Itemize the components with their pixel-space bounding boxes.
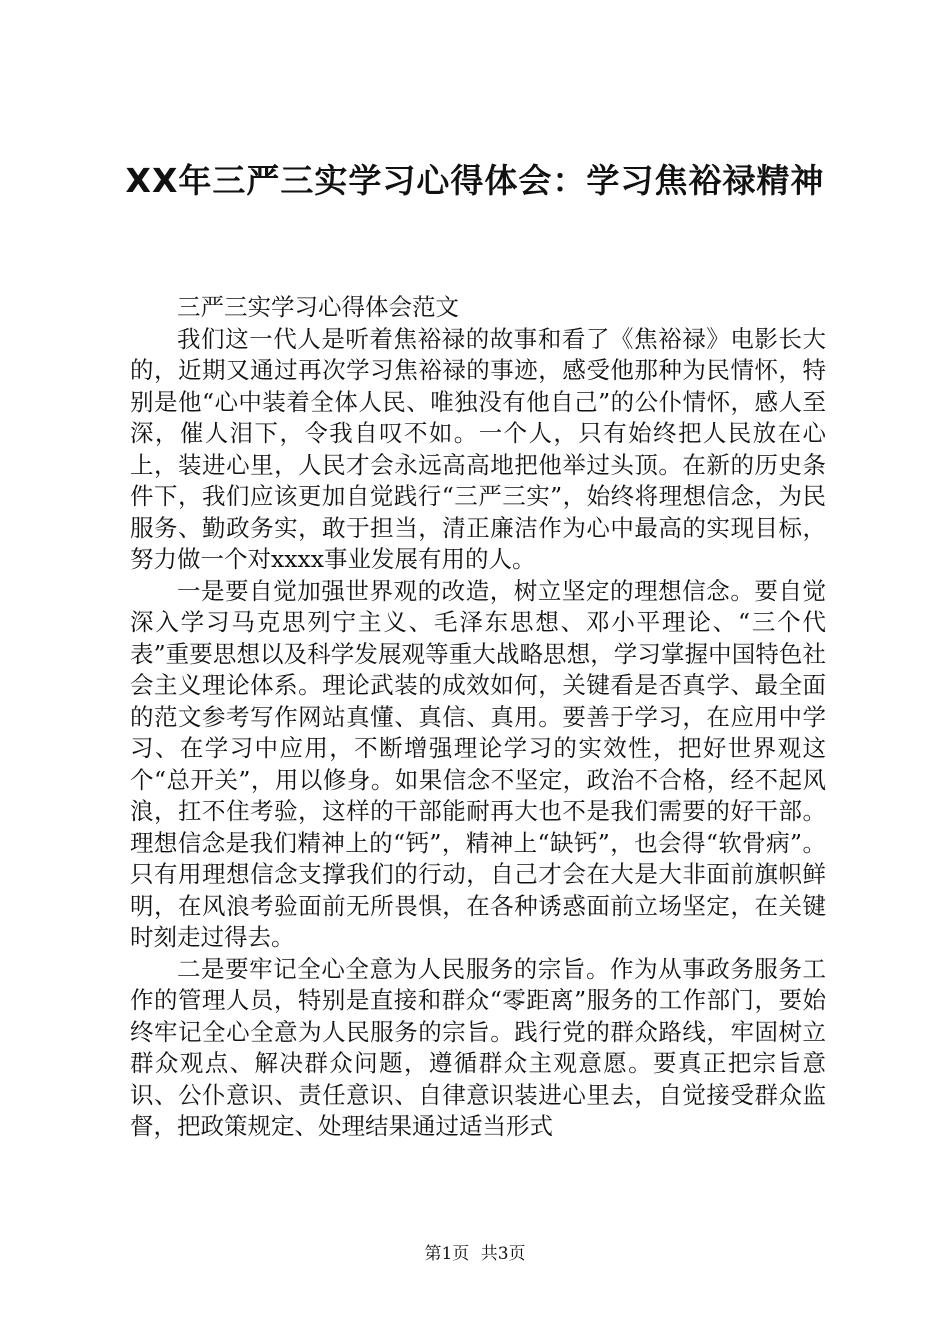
document-body <box>130 292 826 1143</box>
document-title: XX年三严三实学习心得体会：学习焦裕禄精神 <box>125 161 825 200</box>
page-number: 第1页 <box>424 1244 470 1264</box>
page-footer <box>0 1242 950 1266</box>
paragraph-subtitle: 三严三实学习心得体会范文 <box>177 293 459 321</box>
paragraph-intro: 我们这一代人是听着焦裕禄的故事和看了《焦裕禄》电影长大的，近期又通过再次学习焦裕禄的事迹，感受他那种为民情怀，特别是他“心中装着全体人民、唯独没有他自己”的公仆情怀，感人至深，催人泪下，令我自叹不如。一个人，只有始终把人民放在心上，装进心里，人民才会永远高高地把他举过头顶。在新的历史条件下，我们应该更加自觉践行“三严三实”，始终将理想信念，为民服务、勤政务实，敢于担当，清正廉洁作为心中最高的实现目标，努力做一个对xxxx事业发展有用的人。 <box>130 324 826 573</box>
page-total: 共3页 <box>480 1244 526 1264</box>
paragraph-point-one: 一是要自觉加强世界观的改造，树立坚定的理想信念。要自觉深入学习马克思列宁主义、毛泽东思想、邓小平理论、“三个代表”重要思想以及科学发展观等重大战略思想，学习掌握中国特色社会主义理论体系。理论武装的成效如何，关键看是否真学、最全面的范文参考写作网站真懂、真信、真用。要善于学习，在应用中学习、在学习中应用，不断增强理论学习的实效性，把好世界观这个“总开关”，用以修身。如果信念不坚定，政治不合格，经不起风浪，扛不住考验，这样的干部能耐再大也不是我们需要的好干部。理想信念是我们精神上的“钙”，精神上“缺钙”，也会得“软骨病”。只有用理想信念支撑我们的行动，自己才会在大是大非面前旗帜鲜明，在风浪考验面前无所畏惧，在各种诱惑面前立场坚定，在关键时刻走过得去。 <box>130 576 826 951</box>
paragraph-point-two: 二是要牢记全心全意为人民服务的宗旨。作为从事政务服务工作的管理人员，特别是直接和群众“零距离”服务的工作部门，要始终牢记全心全意为人民服务的宗旨。践行党的群众路线，牢固树立群众观点、解决群众问题，遵循群众主观意愿。要真正把宗旨意识、公仆意识、责任意识、自律意识装进心里去，自觉接受群众监督，把政策规定、处理结果通过适当形式 <box>130 954 826 1140</box>
